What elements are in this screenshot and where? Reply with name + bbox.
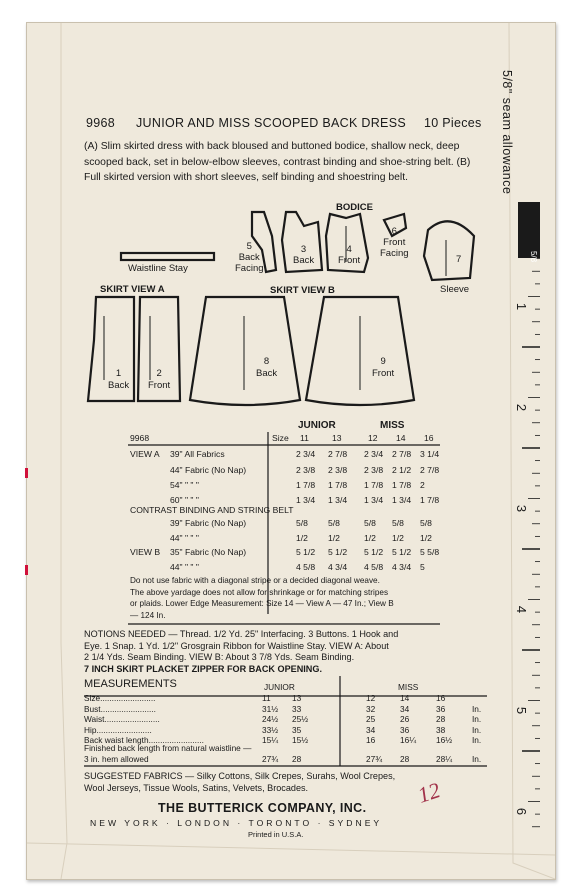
- finished-length-label-1: Finished back length from natural waistline —: [84, 743, 252, 753]
- yardage-cell: 1/2: [328, 533, 340, 543]
- skirt-a-back-label: 1 Back: [108, 368, 130, 391]
- yardage-size-13: 13: [332, 433, 342, 443]
- pattern-number: 9968: [86, 116, 116, 130]
- yardage-cell: 2 7/8: [420, 465, 440, 475]
- front-facing-label: 6 Front Facing: [380, 226, 409, 259]
- bodice-front-label: 4 Front: [338, 244, 361, 266]
- measurement-miss-value: 26: [400, 714, 410, 725]
- yardage-cell: 5/8: [364, 518, 376, 528]
- measurement-miss-value: 28: [436, 714, 446, 725]
- yardage-row-fabric: 44" " " ": [170, 533, 199, 543]
- company-cities: NEW YORK · LONDON · TORONTO · SYDNEY: [90, 818, 383, 828]
- yardage-cell: 4 3/4: [328, 562, 348, 572]
- yardage-size-16: 16: [424, 433, 434, 443]
- yardage-row-fabric: 44" " " ": [170, 562, 199, 572]
- yardage-note-line: — 124 In.: [130, 610, 166, 620]
- yardage-cell: 2 3/8: [364, 465, 384, 475]
- ruler-inch-label: 4: [514, 605, 530, 613]
- measurement-unit: In.: [472, 703, 482, 714]
- yardage-row-fabric: 39" All Fabrics: [170, 449, 225, 459]
- yardage-cell: 4 3/4: [392, 562, 412, 572]
- yardage-cell: 1 3/4: [296, 495, 316, 505]
- yardage-cell: 1 7/8: [420, 495, 440, 505]
- yardage-cell: 1 7/8: [392, 480, 412, 490]
- measurement-junior-value: 11: [262, 693, 271, 703]
- measurement-junior-value: 24½: [262, 714, 279, 725]
- yardage-cell: 3 1/4: [420, 449, 440, 459]
- finished-junior-value: 27¾: [262, 754, 279, 764]
- bodice-back-label: 3 Back: [293, 244, 315, 266]
- yardage-cell: 5 5/8: [420, 547, 440, 557]
- measurement-junior-value: 33: [292, 703, 302, 714]
- waistline-stay-label: Waistline Stay: [128, 263, 188, 274]
- finished-length-label-2: 3 in. hem allowed: [84, 754, 149, 764]
- yardage-cell: 5/8: [392, 518, 404, 528]
- yardage-cell: 5: [420, 562, 425, 572]
- yardage-cell: 5 1/2: [296, 547, 316, 557]
- description: (A) Slim skirted dress with back bloused and buttoned bodice, shallow neck, deep scooped back, set in below-elbow sleeves, contrast binding and shoe-string belt. (B) Full skirted version with short sleeves, self binding and shoestring belt.: [84, 141, 471, 184]
- suggested-fabrics-line: SUGGESTED FABRICS — Silky Cottons, Silk Crepes, Surahs, Wool Crepes,: [84, 771, 396, 781]
- yardage-note-line: The above yardage does not allow for shrinkage or for matching stripes: [130, 587, 389, 597]
- yardage-pattern-number: 9968: [130, 433, 150, 443]
- ruler-top-mark: 5/8: [529, 250, 539, 263]
- yardage-size-14: 14: [396, 433, 406, 443]
- yardage-row-fabric: 35" Fabric (No Nap): [170, 547, 247, 557]
- yardage-cell: 4 5/8: [364, 562, 384, 572]
- yardage-cell: 2 7/8: [392, 449, 412, 459]
- measurement-junior-value: 25½: [292, 714, 309, 725]
- measurement-miss-value: 32: [366, 703, 376, 714]
- measurement-label: Waist........................: [84, 714, 160, 725]
- yardage-row-fabric: 60" " " ": [170, 495, 199, 505]
- measurement-unit: In.: [472, 735, 482, 746]
- yardage-size-11: 11: [300, 433, 309, 443]
- measurement-label: Bust........................: [84, 703, 156, 714]
- yardage-cell: 1/2: [420, 533, 432, 543]
- handwritten-note: 12: [414, 777, 444, 808]
- measurement-miss-value: 16: [366, 735, 376, 746]
- ruler-inch-label: 2: [514, 403, 530, 411]
- yardage-size-12: 12: [368, 433, 378, 443]
- measurement-unit: In.: [472, 714, 482, 725]
- skirt-b-back-label: 8 Back: [256, 356, 278, 379]
- yardage-row-group-label: CONTRAST BINDING AND STRING BELT: [130, 505, 294, 515]
- skirt-b-front-label: 9 Front: [372, 356, 395, 379]
- yardage-cell: 1/2: [392, 533, 404, 543]
- finished-junior-value: 28: [292, 754, 302, 764]
- yardage-row-fabric: 44" Fabric (No Nap): [170, 465, 247, 475]
- measurement-miss-value: 14: [400, 693, 410, 703]
- yardage-cell: 5 1/2: [392, 547, 412, 557]
- yardage-cell: 2 7/8: [328, 449, 348, 459]
- finished-miss-value: 27¾: [366, 754, 383, 764]
- measurement-label: Hip........................: [84, 724, 152, 735]
- printed-in: Printed in U.S.A.: [248, 830, 304, 839]
- measurement-miss-value: 16¼: [400, 735, 417, 746]
- measurement-miss-value: 38: [436, 724, 446, 735]
- yardage-cell: 2: [420, 480, 425, 490]
- skirt-a-front-label: 2 Front: [148, 368, 171, 391]
- skirt-view-a-heading: SKIRT VIEW A: [100, 284, 165, 295]
- yardage-note-line: Do not use fabric with a diagonal stripe or a decided diagonal weave.: [130, 576, 380, 585]
- yardage-cell: 2 3/4: [364, 449, 384, 459]
- measurement-label: Back waist length........................: [84, 735, 204, 746]
- ruler-inch-label: 5: [514, 706, 530, 714]
- measurement-label: Size........................: [84, 693, 156, 703]
- finished-miss-value: 28¼: [436, 754, 453, 764]
- measurements-miss-heading: MISS: [398, 682, 419, 692]
- yardage-cell: 1/2: [296, 533, 308, 543]
- finished-miss-value: 28: [400, 754, 410, 764]
- skirt-b-back-shape: [190, 297, 300, 405]
- yardage-row-fabric: 54" " " ": [170, 480, 199, 490]
- measurement-junior-value: 13: [292, 693, 302, 703]
- yardage-cell: 1 3/4: [392, 495, 412, 505]
- notions-line: NOTIONS NEEDED — Thread. 1/2 Yd. 25" Interfacing. 3 Buttons. 1 Hook and: [84, 629, 399, 639]
- notions-line: 7 INCH SKIRT PLACKET ZIPPER FOR BACK OPENING.: [84, 663, 322, 674]
- notions-line: 2 1/4 Yds. Seam Binding. VIEW B: About 3 7/8 Yds. Seam Binding.: [84, 652, 355, 662]
- yardage-row-group-label: VIEW A: [130, 449, 160, 459]
- yardage-cell: 1 7/8: [296, 480, 316, 490]
- yardage-cell: 5/8: [328, 518, 340, 528]
- ruler-inch-label: 6: [514, 807, 530, 815]
- measurement-junior-value: 15¼: [262, 735, 279, 746]
- measurement-unit: In.: [472, 724, 482, 735]
- measurements-junior-heading: JUNIOR: [264, 682, 295, 692]
- yardage-cell: 2 3/4: [296, 449, 316, 459]
- yardage-row-group-label: VIEW B: [130, 547, 161, 557]
- measurement-miss-value: 25: [366, 714, 376, 725]
- yardage-note-line: or plaids. Lower Edge Measurement: Size 14 — View A — 47 In.; View B: [130, 599, 394, 608]
- yardage-cell: 1 7/8: [328, 480, 348, 490]
- finished-unit: In.: [472, 754, 482, 764]
- yardage-cell: 2 3/8: [328, 465, 348, 475]
- sleeve-shape: [424, 221, 474, 280]
- measurement-junior-value: 31½: [262, 703, 279, 714]
- yardage-size-label: Size: [272, 433, 289, 443]
- suggested-fabrics-line: Wool Jerseys, Tissue Wools, Satins, Velvets, Brocades.: [84, 783, 309, 793]
- pattern-title: JUNIOR AND MISS SCOOPED BACK DRESS: [136, 116, 406, 130]
- piece-count: 10 Pieces: [424, 116, 482, 130]
- measurement-miss-value: 16: [436, 693, 446, 703]
- yardage-cell: 5 1/2: [328, 547, 348, 557]
- ruler-inch-label: 1: [514, 302, 530, 310]
- measurement-junior-value: 33½: [262, 724, 279, 735]
- yardage-cell: 2 1/2: [392, 465, 412, 475]
- yardage-cell: 1 3/4: [364, 495, 384, 505]
- measurement-miss-value: 16½: [436, 735, 453, 746]
- skirt-view-b-heading: SKIRT VIEW B: [270, 285, 335, 296]
- ruler-inch-label: 3: [514, 504, 530, 512]
- red-edge-mark: [25, 565, 28, 575]
- yardage-cell: 2 3/8: [296, 465, 316, 475]
- yardage-cell: 1/2: [364, 533, 376, 543]
- yardage-cell: 1 7/8: [364, 480, 384, 490]
- measurement-miss-value: 34: [366, 724, 376, 735]
- notions-line: Eye. 1 Snap. 1 Yd. 1/2" Grosgrain Ribbon for Waistline Stay. VIEW A: About: [84, 640, 389, 651]
- measurement-miss-value: 34: [400, 703, 410, 714]
- yardage-cell: 4 5/8: [296, 562, 316, 572]
- measurement-junior-value: 15½: [292, 735, 309, 746]
- yardage-cell: 5 1/2: [364, 547, 384, 557]
- measurement-miss-value: 36: [400, 724, 410, 735]
- bodice-heading: BODICE: [336, 202, 373, 213]
- yardage-row-fabric: 39" Fabric (No Nap): [170, 518, 247, 528]
- sleeve-label: Sleeve: [440, 284, 470, 295]
- sleeve-number: 7: [456, 254, 462, 265]
- measurement-miss-value: 12: [366, 693, 376, 703]
- measurements-title: MEASUREMENTS: [84, 678, 177, 690]
- yardage-cell: 1 3/4: [328, 495, 348, 505]
- measurement-miss-value: 36: [436, 703, 446, 714]
- red-edge-mark: [25, 468, 28, 478]
- company-name: THE BUTTERICK COMPANY, INC.: [158, 801, 367, 815]
- back-facing-label: 5 Back Facing: [235, 241, 264, 274]
- yardage-miss-heading: MISS: [380, 420, 405, 431]
- measurement-junior-value: 35: [292, 724, 302, 735]
- seam-allowance-text: 5/8" seam allowance: [500, 70, 514, 195]
- yardage-cell: 5/8: [296, 518, 308, 528]
- yardage-cell: 5/8: [420, 518, 432, 528]
- waistline-stay-shape: [121, 253, 214, 260]
- yardage-junior-heading: JUNIOR: [298, 420, 336, 431]
